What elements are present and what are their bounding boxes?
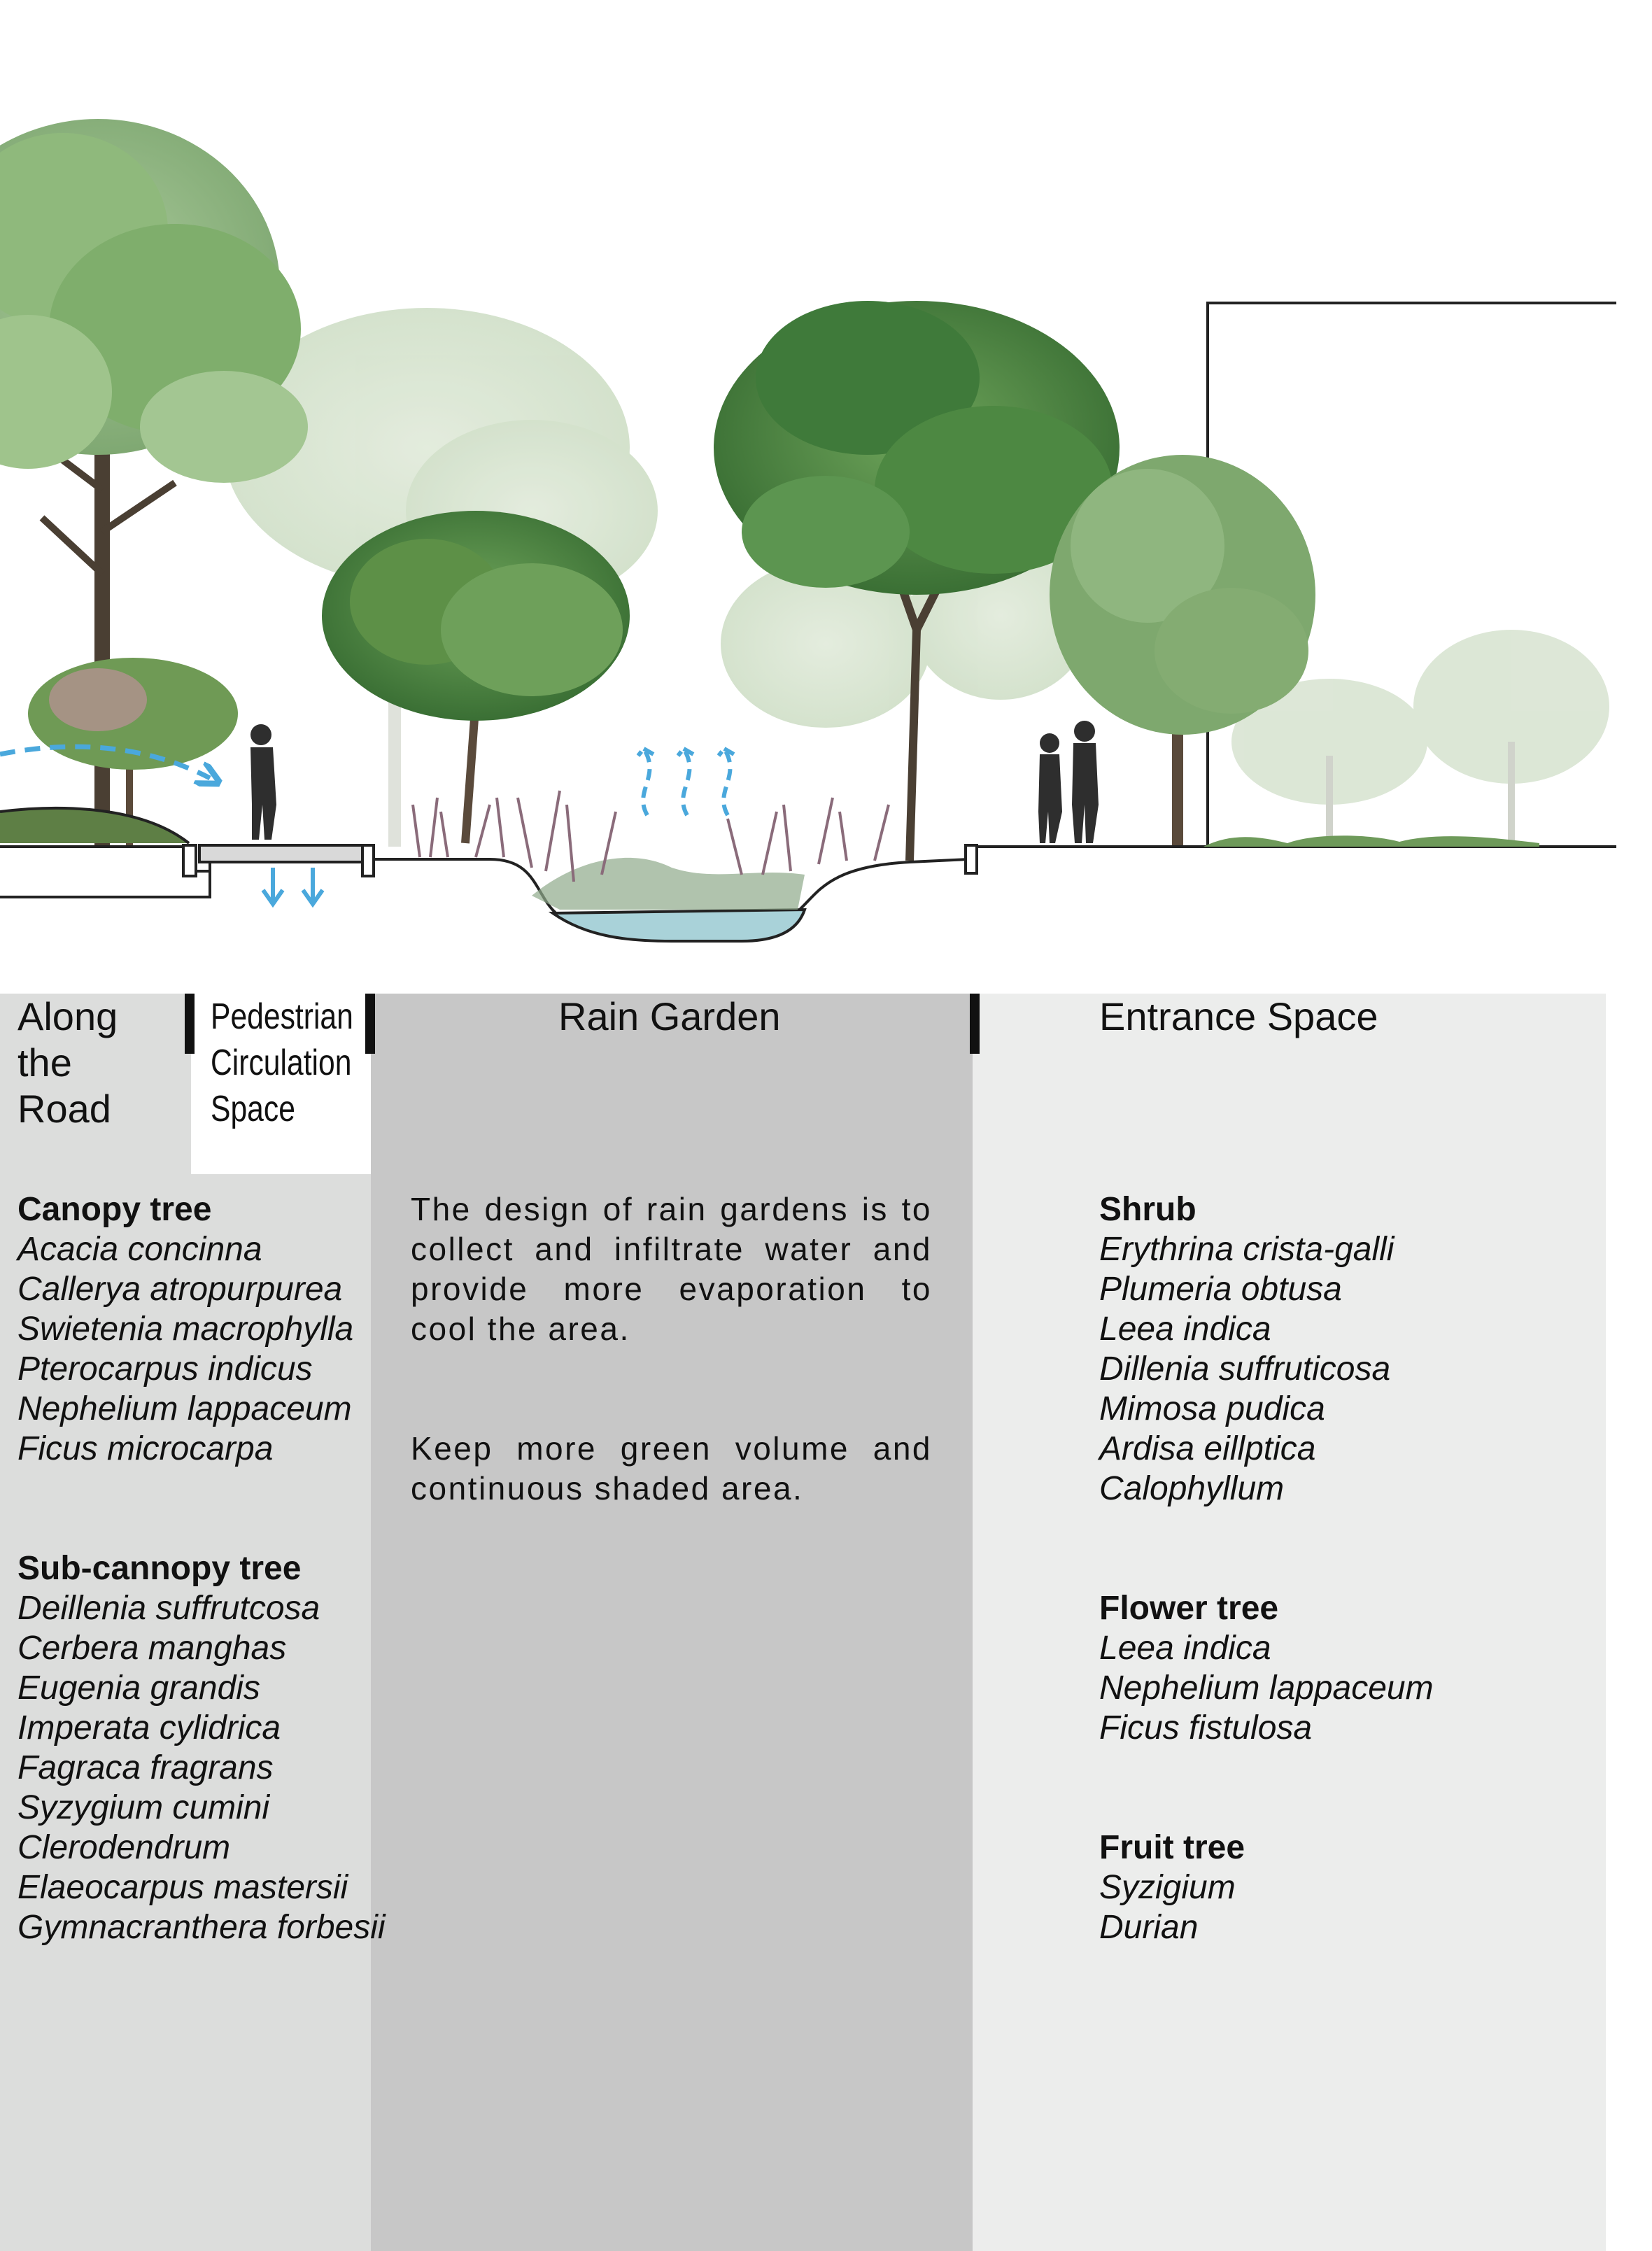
- heading-line: Pedestrian: [211, 996, 353, 1037]
- plant-name: Nephelium lappaceum: [17, 1390, 352, 1427]
- plant-name: Durian: [1099, 1909, 1199, 1946]
- heading-line: Along: [17, 994, 118, 1038]
- plant-name: Ficus microcarpa: [17, 1430, 274, 1467]
- zone-divider: [185, 994, 195, 1054]
- zone-divider: [365, 994, 375, 1054]
- plant-name: Pterocarpus indicus: [17, 1350, 313, 1388]
- planted-berm: [0, 808, 189, 843]
- zone-divider: [970, 994, 980, 1054]
- plant-name: Leea indica: [1099, 1630, 1271, 1667]
- zone-heading-rain-garden: Rain Garden: [558, 994, 781, 1038]
- plant-group-title: Sub-cannopy tree: [17, 1550, 302, 1587]
- plant-name: Deillenia suffrutcosa: [17, 1590, 320, 1627]
- entrance-plant-list: [1099, 1190, 1434, 1947]
- description-paragraph: Keep more green volume and continuous shaded area.: [411, 1430, 932, 1506]
- plant-name: Mimosa pudica: [1099, 1390, 1325, 1427]
- plant-name: Fagraca fragrans: [17, 1749, 274, 1786]
- ground-shrubs: [1203, 835, 1539, 847]
- plant-name: Eugenia grandis: [17, 1670, 260, 1707]
- description-paragraph: The design of rain gardens is to collect and infiltrate water and provide more evaporation to cool the area.: [411, 1191, 932, 1347]
- plant-name: Ficus fistulosa: [1099, 1709, 1313, 1747]
- plant-name: Syzygium cumini: [17, 1789, 270, 1826]
- plant-name: Imperata cylidrica: [17, 1709, 281, 1747]
- heading-line: Circulation: [211, 1043, 352, 1083]
- person-silhouette-icon: [250, 724, 276, 840]
- plant-group: [1099, 1588, 1434, 1748]
- plant-name: Elaeocarpus mastersii: [17, 1869, 348, 1906]
- plant-name: Nephelium lappaceum: [1099, 1670, 1434, 1707]
- zone-heading-pedestrian: [211, 994, 353, 1132]
- heading-line: the: [17, 1040, 72, 1085]
- infiltration-arrow-icon: [263, 868, 323, 904]
- heading-line: Space: [211, 1089, 295, 1129]
- plant-group-title: Canopy tree: [17, 1191, 212, 1228]
- plant-name: Leea indica: [1099, 1311, 1271, 1348]
- plant-name: Callerya atropurpurea: [17, 1271, 343, 1308]
- plant-group: [17, 1548, 386, 1947]
- evaporation-arrow-icon: [638, 749, 734, 815]
- plant-name: Plumeria obtusa: [1099, 1271, 1342, 1308]
- plant-name: Calophyllum: [1099, 1470, 1285, 1507]
- plant-name: Cerbera manghas: [17, 1630, 287, 1667]
- landscape-section-illustration: [0, 0, 1652, 994]
- zone-heading-entrance: Entrance Space: [1099, 994, 1378, 1038]
- sub-canopy-tree: [322, 511, 630, 843]
- person-silhouette-icon: [1072, 721, 1099, 843]
- plant-group: [1099, 1828, 1434, 1947]
- rain-garden-description: [411, 1190, 932, 1588]
- plant-group: [1099, 1190, 1434, 1509]
- plant-name: Acacia concinna: [17, 1231, 262, 1268]
- plant-name: Syzigium: [1099, 1869, 1236, 1906]
- plant-name: Swietenia macrophylla: [17, 1311, 354, 1348]
- plant-group: [17, 1190, 386, 1469]
- plant-group-title: Flower tree: [1099, 1590, 1279, 1627]
- plant-name: Dillenia suffruticosa: [1099, 1350, 1391, 1388]
- plant-group-title: Fruit tree: [1099, 1829, 1245, 1866]
- plant-name: Gymnacranthera forbesii: [17, 1909, 386, 1946]
- plant-name: Clerodendrum: [17, 1829, 231, 1866]
- road-plant-list: [17, 1190, 386, 1947]
- plant-name: Erythrina crista-galli: [1099, 1231, 1395, 1268]
- zone-heading-road: [17, 994, 118, 1132]
- person-silhouette-icon: [1038, 733, 1062, 843]
- plant-group-title: Shrub: [1099, 1191, 1196, 1228]
- rain-garden-zone-panel: [371, 994, 973, 2251]
- heading-line: Road: [17, 1087, 111, 1131]
- plant-name: Ardisa eillptica: [1099, 1430, 1316, 1467]
